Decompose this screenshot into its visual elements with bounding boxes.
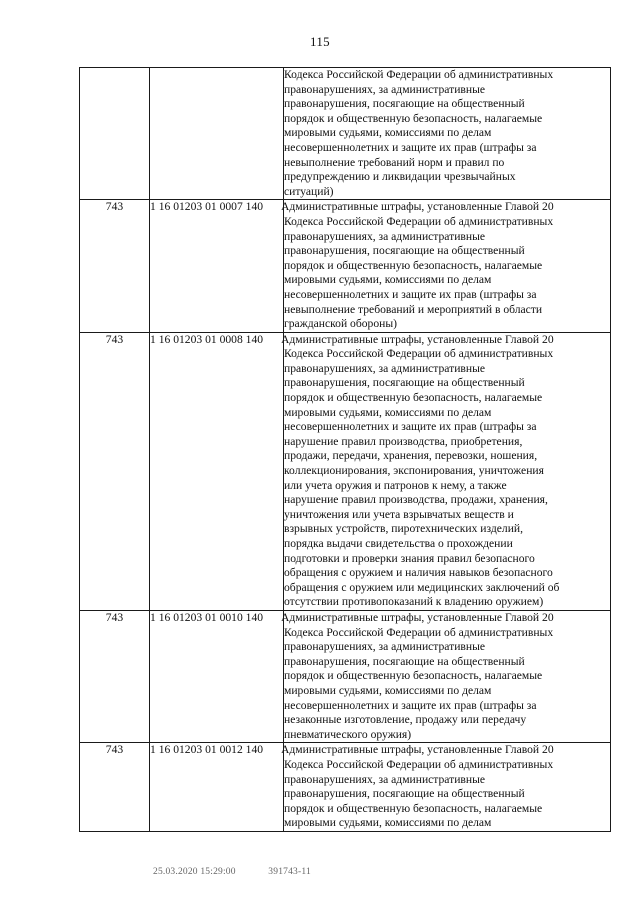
description-line: Кодекса Российской Федерации об административных	[284, 625, 554, 639]
description-line: коллекционирования, экспонирования, уничтожения	[284, 464, 544, 478]
description-line: Административные штрафы, установленные Главой 20	[281, 610, 554, 624]
description-line: правонарушения, посягающие на общественный	[284, 244, 525, 258]
description-line: Кодекса Российской Федерации об административных	[284, 214, 554, 228]
description-cell	[281, 610, 611, 742]
description-line: порядка выдачи свидетельства о прохождении	[284, 537, 513, 550]
table-row	[80, 610, 611, 742]
description-line: правонарушениях, за административные	[284, 640, 486, 654]
footer-timestamp: 25.03.2020 15:29:00	[153, 867, 236, 877]
description-line: порядок и общественную безопасность, налагаемые	[284, 391, 543, 405]
description-line: обращения с оружием или медицинских заключений об	[284, 580, 560, 594]
footer-document-id: 391743-11	[268, 867, 311, 877]
page-number: 115	[310, 34, 330, 49]
admin-code-cell	[80, 68, 150, 200]
description-line: порядок и общественную безопасность, налагаемые	[284, 669, 543, 683]
document-footer	[153, 867, 311, 877]
description-line: порядок и общественную безопасность, налагаемые	[284, 258, 543, 272]
description-line: или учета оружия и патронов к нему, а также	[284, 478, 507, 492]
description-line: порядок и общественную безопасность, налагаемые	[284, 111, 543, 125]
description-line: подготовки и проверки знания правил безопасного	[284, 551, 535, 565]
description-line: гражданской обороны)	[284, 317, 397, 331]
description-line: продажи, передачи, хранения, перевозки, ношения,	[284, 449, 538, 463]
description-line: правонарушения, посягающие на общественный	[284, 654, 525, 668]
description-line: уничтожения или учета взрывчатых веществ и	[284, 507, 514, 521]
description-line: Административные штрафы, установленные Главой 20	[281, 743, 554, 757]
description-line: мировыми судьями, комиссиями по делам	[284, 126, 492, 140]
budget-code-cell: 1 16 01203 01 0012 140	[150, 743, 284, 832]
description-line: невыполнение требований норм и правил по	[284, 155, 505, 169]
description-line: отсутствии противопоказаний к владению оружием)	[284, 595, 544, 609]
description-line: порядок и общественную безопасность, налагаемые	[284, 801, 543, 815]
budget-code-cell: 1 16 01203 01 0010 140	[150, 610, 284, 742]
admin-code-cell: 743	[80, 743, 150, 832]
admin-code-cell: 743	[80, 610, 150, 742]
description-line: правонарушения, посягающие на общественный	[284, 97, 525, 111]
description-line: обращения с оружием и наличия навыков безопасного	[284, 566, 553, 580]
description-cell	[281, 200, 611, 332]
description-line: правонарушениях, за административные	[284, 361, 486, 375]
table-row	[80, 332, 611, 610]
description-line: правонарушениях, за административные	[284, 82, 486, 96]
description-line: несовершеннолетних и защите их прав (штрафы за	[284, 140, 537, 154]
description-line: несовершеннолетних и защите их прав (штрафы за	[284, 287, 537, 301]
description-line: Административные штрафы, установленные Главой 20	[281, 332, 554, 346]
budget-classification-table	[79, 67, 611, 832]
description-line: ситуаций)	[284, 184, 334, 198]
description-line: мировыми судьями, комиссиями по делам	[284, 405, 492, 419]
description-line: правонарушения, посягающие на общественный	[284, 787, 525, 801]
description-cell	[281, 743, 611, 832]
description-line: предупреждению и ликвидации чрезвычайных	[284, 170, 516, 184]
admin-code-cell: 743	[80, 200, 150, 332]
description-line: правонарушения, посягающие на общественный	[284, 376, 525, 390]
description-line: мировыми судьями, комиссиями по делам	[284, 816, 492, 830]
description-cell	[284, 68, 611, 200]
description-line: взрывных устройств, пиротехнических изделий,	[284, 522, 524, 536]
budget-code-cell	[150, 68, 284, 200]
description-line: невыполнение требований и мероприятий в области	[284, 302, 543, 316]
budget-code-cell: 1 16 01203 01 0007 140	[150, 200, 284, 332]
description-line: несовершеннолетних и защите их прав (штрафы за	[284, 420, 537, 434]
description-cell	[281, 332, 611, 610]
table-row	[80, 200, 611, 332]
table-row	[80, 68, 611, 200]
description-line: мировыми судьями, комиссиями по делам	[284, 273, 492, 287]
description-line: нарушение правил производства, продажи, хранения,	[284, 493, 548, 507]
description-line: мировыми судьями, комиссиями по делам	[284, 683, 492, 697]
description-line: несовершеннолетних и защите их прав (штрафы за	[284, 698, 537, 712]
description-line: Кодекса Российской Федерации об административных	[284, 68, 554, 81]
table-body	[80, 68, 611, 832]
admin-code-cell: 743	[80, 332, 150, 610]
description-line: незаконные изготовление, продажу или передачу	[284, 713, 527, 727]
description-line: правонарушениях, за административные	[284, 772, 486, 786]
description-line: Кодекса Российской Федерации об административных	[284, 757, 554, 771]
budget-code-cell: 1 16 01203 01 0008 140	[150, 332, 284, 610]
description-line: нарушение правил производства, приобретения,	[284, 434, 523, 448]
description-line: правонарушениях, за административные	[284, 229, 486, 243]
description-line: Административные штрафы, установленные Главой 20	[281, 200, 554, 214]
description-line: пневматического оружия)	[284, 727, 412, 741]
table-row	[80, 743, 611, 832]
description-line: Кодекса Российской Федерации об административных	[284, 347, 554, 361]
